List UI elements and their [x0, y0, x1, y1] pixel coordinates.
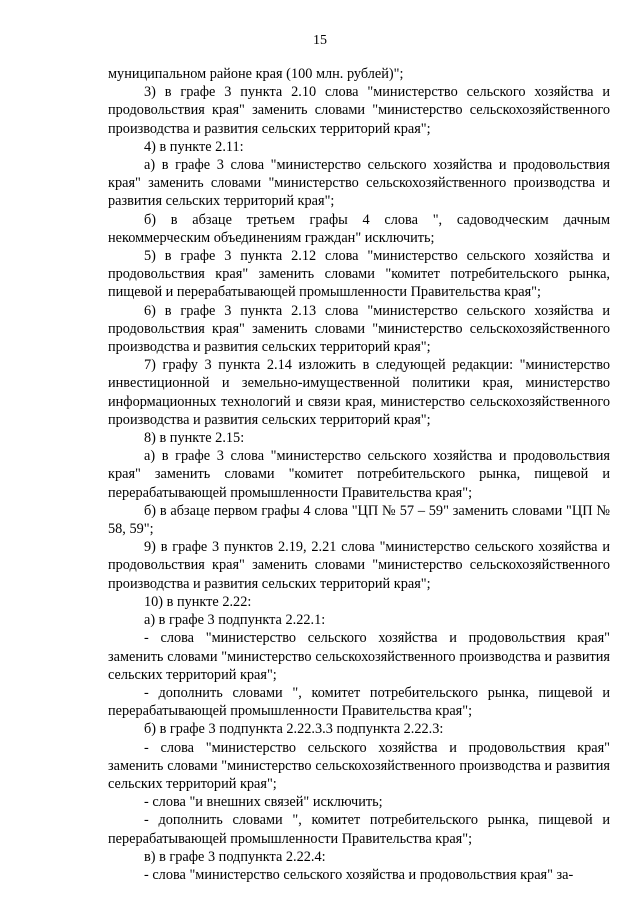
paragraph: - слова "министерство сельского хозяйства и продовольствия края" заменить словами "министерство сельскохозяйственного производства и развития сельских территорий края";: [108, 630, 610, 683]
paragraph: 10) в пункте 2.22:: [144, 593, 252, 610]
paragraph: 8) в пункте 2.15:: [144, 430, 245, 447]
paragraph: 5) в графе 3 пункта 2.12 слова "министерство сельского хозяйства и продовольствия края" заменить словами "комитет потребительского рынка, пищевой и перерабатывающей промышленности Правительства края";: [108, 248, 610, 301]
paragraph: - дополнить словами ", комитет потребительского рынка, пищевой и перерабатывающей промышленности Правительства края";: [108, 812, 610, 847]
paragraph: б) в графе 3 подпункта 2.22.3.3 подпункта 2.22.3:: [144, 721, 444, 738]
paragraph: а) в графе 3 подпункта 2.22.1:: [144, 612, 326, 629]
paragraph: б) в абзаце третьем графы 4 слова ", садоводческим дачным некоммерческим объединениям граждан" исключить;: [108, 211, 610, 246]
paragraph: 4) в пункте 2.11:: [144, 138, 244, 155]
paragraph: 6) в графе 3 пункта 2.13 слова "министерство сельского хозяйства и продовольствия края" заменить словами "министерство сельскохозяйственного производства и развития сельских территорий края";: [108, 302, 610, 356]
paragraph: муниципальном районе края (100 млн. рублей)";: [108, 66, 404, 82]
paragraph: - дополнить словами ", комитет потребительского рынка, пищевой и перерабатывающей промышленности Правительства края";: [108, 684, 610, 720]
paragraph: - слова "и внешних связей" исключить;: [144, 794, 383, 811]
paragraph: в) в графе 3 подпункта 2.22.4:: [144, 848, 326, 865]
paragraph: а) в графе 3 слова "министерство сельского хозяйства и продовольствия края" заменить словами "комитет потребительского рынка, пищевой и перерабатывающей промышленности Правительства края";: [108, 448, 610, 501]
page-number: 15: [313, 33, 327, 48]
paragraph: а) в графе 3 слова "министерство сельского хозяйства и продовольствия края" заменить словами "министерство сельскохозяйственного производства и развития сельских территорий края";: [108, 157, 610, 210]
paragraph: 9) в графе 3 пунктов 2.19, 2.21 слова "министерство сельского хозяйства и продовольствия края" заменить словами "министерство сельскохозяйственного производства и развития сельских территорий края";: [108, 539, 610, 592]
paragraph: - слова "министерство сельского хозяйства и продовольствия края" заменить словами "министерство сельскохозяйственного производства и развития сельских территорий края";: [108, 739, 610, 792]
paragraph: - слова "министерство сельского хозяйства и продовольствия края" за-: [144, 866, 574, 883]
paragraph: 3) в графе 3 пункта 2.10 слова "министерство сельского хозяйства и продовольствия края" заменить словами "министерство сельскохозяйственного производства и развития сельских территорий края";: [108, 84, 610, 137]
paragraph: 7) графу 3 пункта 2.14 изложить в следующей редакции: "министерство инвестиционной и земельно-имущественной политики края, министерство информационных технологий и связи края, министерство сельскохозяйственного производства и развития сельских территорий края";: [108, 357, 610, 428]
paragraph: б) в абзаце первом графы 4 слова "ЦП № 57 – 59" заменить словами "ЦП № 58, 59";: [108, 502, 610, 538]
document-body: [108, 65, 610, 884]
